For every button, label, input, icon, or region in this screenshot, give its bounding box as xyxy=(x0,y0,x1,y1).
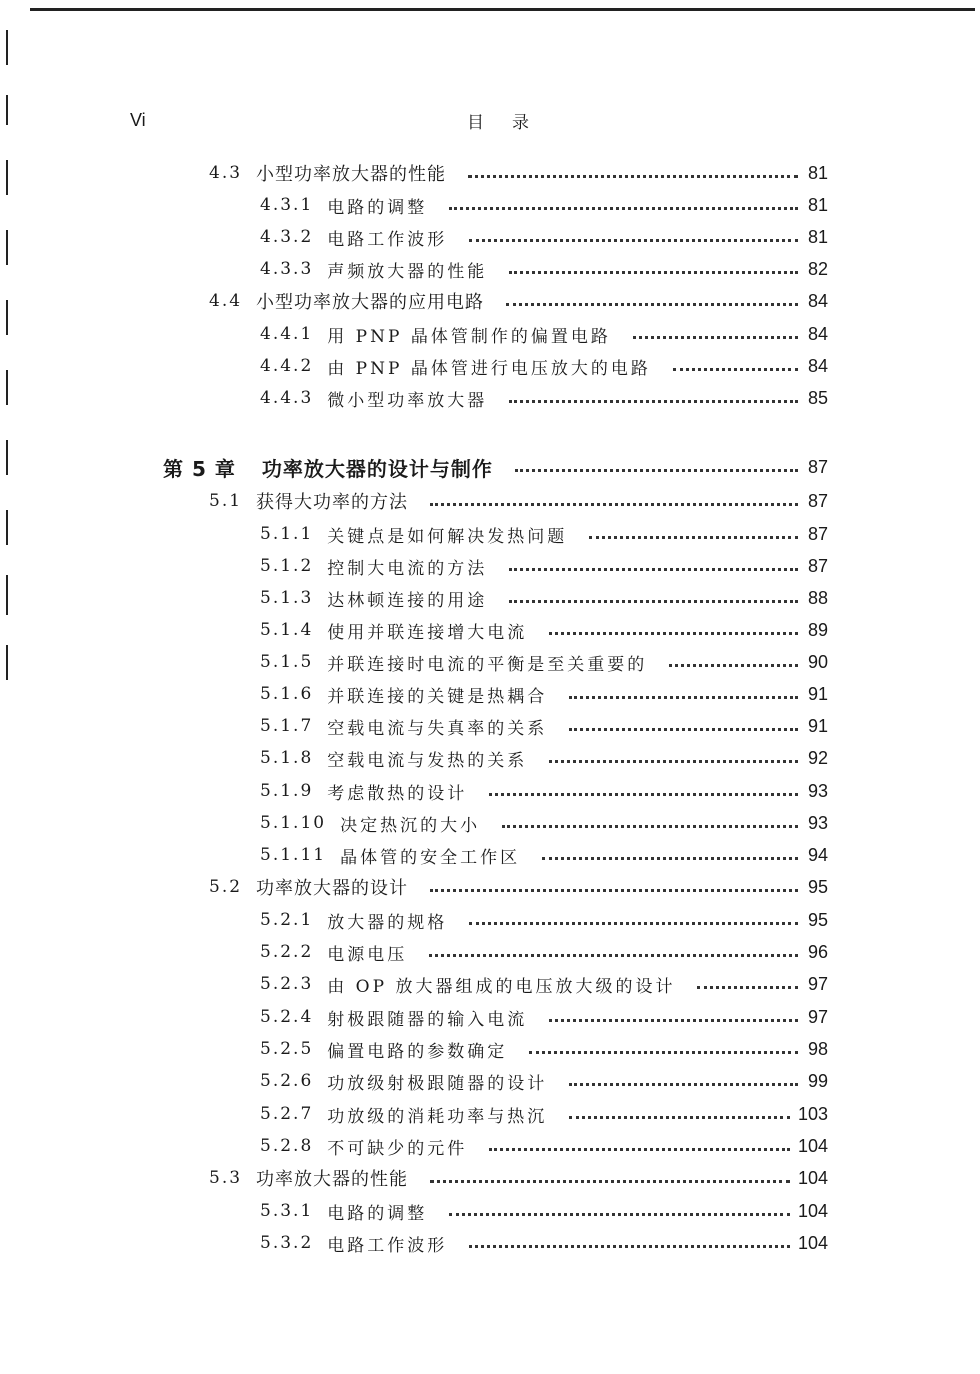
dot-leader xyxy=(509,400,798,403)
entry-title: 电路的调整 xyxy=(327,1203,428,1224)
entry-title: 电源电压 xyxy=(327,944,408,965)
entry-page-number: 104 xyxy=(797,1232,828,1253)
entry-title: 考虑散热的设计 xyxy=(327,783,468,804)
entry-page-number: 84 xyxy=(807,355,828,376)
entry-page-number: 91 xyxy=(807,683,828,704)
entry-page-number: 99 xyxy=(807,1070,828,1091)
entry-title: 并联连接时电流的平衡是至关重要的 xyxy=(327,654,648,675)
subsection-entry xyxy=(260,742,828,774)
entry-title: 空载电流与失真率的关系 xyxy=(327,718,548,739)
entry-page-number: 91 xyxy=(807,715,828,736)
entry-title: 电路工作波形 xyxy=(327,1235,448,1256)
entry-number: 5.2.1 xyxy=(260,910,314,930)
subsection-entry xyxy=(260,518,828,550)
entry-number: 5.2.6 xyxy=(260,1071,314,1091)
entry-title: 电路的调整 xyxy=(327,197,428,218)
entry-number: 5.3 xyxy=(209,1168,243,1188)
entry-number: 5.1.7 xyxy=(260,716,314,736)
dot-leader xyxy=(549,760,798,763)
subsection-entry xyxy=(260,1033,828,1065)
dot-leader xyxy=(529,1051,798,1054)
entry-page-number: 87 xyxy=(807,490,828,511)
dot-leader xyxy=(673,368,798,371)
entry-number: 5.1.11 xyxy=(260,845,327,865)
entry-number: 5.3.2 xyxy=(260,1233,314,1253)
dot-leader xyxy=(569,1083,798,1086)
entry-number: 5.2.5 xyxy=(260,1039,314,1059)
entry-number: 5.1.10 xyxy=(260,813,327,833)
entry-title: 电路工作波形 xyxy=(327,229,448,250)
subsection-entry xyxy=(260,582,828,614)
entry-page-number: 81 xyxy=(807,194,828,215)
entry-number: 4.3.2 xyxy=(260,227,314,247)
entry-page-number: 93 xyxy=(807,812,828,833)
dot-leader xyxy=(489,793,798,796)
entry-page-number: 81 xyxy=(807,162,828,183)
dot-leader xyxy=(549,1019,798,1022)
subsection-entry xyxy=(260,1195,828,1227)
entry-page-number: 84 xyxy=(807,290,828,311)
entry-number: 4.3 xyxy=(209,163,243,183)
section-entry xyxy=(209,485,828,517)
entry-page-number: 104 xyxy=(797,1200,828,1221)
dot-leader xyxy=(515,469,798,472)
entry-number: 5.2.7 xyxy=(260,1104,314,1124)
entry-title: 声频放大器的性能 xyxy=(327,261,488,282)
entry-number: 5.3.1 xyxy=(260,1201,314,1221)
dot-leader xyxy=(506,303,798,306)
dot-leader xyxy=(430,1180,790,1183)
dot-leader xyxy=(542,857,798,860)
subsection-entry xyxy=(260,775,828,807)
entry-title: 控制大电流的方法 xyxy=(327,558,488,579)
entry-number: 4.4.2 xyxy=(260,356,314,376)
section-entry xyxy=(209,871,828,903)
subsection-entry xyxy=(260,614,828,646)
entry-title: 由 PNP 晶体管进行电压放大的电路 xyxy=(327,358,651,379)
entry-title: 晶体管的安全工作区 xyxy=(340,847,521,868)
subsection-entry xyxy=(260,839,828,871)
dot-leader xyxy=(697,986,798,989)
dot-leader xyxy=(569,1116,790,1119)
dot-leader xyxy=(509,271,798,274)
subsection-entry xyxy=(260,318,828,350)
entry-number: 4.4.1 xyxy=(260,324,314,344)
dot-leader xyxy=(569,696,798,699)
entry-page-number: 88 xyxy=(807,587,828,608)
subsection-entry xyxy=(260,1130,828,1162)
subsection-entry xyxy=(260,1098,828,1130)
subsection-entry xyxy=(260,189,828,221)
entry-title: 用 PNP 晶体管制作的偏置电路 xyxy=(327,326,611,347)
dot-leader xyxy=(633,336,798,339)
entry-title: 功率放大器的设计 xyxy=(256,878,409,899)
entry-page-number: 87 xyxy=(807,523,828,544)
chapter-entry xyxy=(163,451,828,483)
running-header: 目录 xyxy=(467,113,557,133)
subsection-entry xyxy=(260,1001,828,1033)
entry-title: 放大器的规格 xyxy=(327,912,448,933)
dot-leader xyxy=(469,1245,790,1248)
entry-page-number: 96 xyxy=(807,941,828,962)
subsection-entry xyxy=(260,221,828,253)
entry-number: 5.2.8 xyxy=(260,1136,314,1156)
section-entry xyxy=(209,157,828,189)
entry-number: 5.2.2 xyxy=(260,942,314,962)
entry-number: 5.1.4 xyxy=(260,620,314,640)
entry-number: 4.3.1 xyxy=(260,195,314,215)
entry-title: 功率放大器的性能 xyxy=(256,1169,409,1190)
entry-page-number: 104 xyxy=(797,1135,828,1156)
entry-title: 获得大功率的方法 xyxy=(256,492,409,513)
entry-number: 4.3.3 xyxy=(260,259,314,279)
entry-title: 小型功率放大器的应用电路 xyxy=(256,292,485,313)
entry-number: 4.4 xyxy=(209,291,243,311)
subsection-entry xyxy=(260,646,828,678)
entry-page-number: 89 xyxy=(807,619,828,640)
subsection-entry xyxy=(260,904,828,936)
dot-leader xyxy=(669,664,798,667)
entry-title: 不可缺少的元件 xyxy=(327,1138,468,1159)
dot-leader xyxy=(569,728,798,731)
subsection-entry xyxy=(260,678,828,710)
entry-number: 5.1.1 xyxy=(260,524,314,544)
section-entry xyxy=(209,285,828,317)
entry-title: 小型功率放大器的性能 xyxy=(256,164,447,185)
entry-page-number: 87 xyxy=(807,555,828,576)
entry-title: 并联连接的关键是热耦合 xyxy=(327,686,548,707)
subsection-entry xyxy=(260,253,828,285)
subsection-entry xyxy=(260,807,828,839)
entry-number: 5.1.8 xyxy=(260,748,314,768)
dot-leader xyxy=(469,922,798,925)
entry-page-number: 97 xyxy=(807,973,828,994)
entry-page-number: 104 xyxy=(797,1167,828,1188)
entry-number: 第 5 章 xyxy=(163,456,236,481)
dot-leader xyxy=(430,889,798,892)
entry-title: 决定热沉的大小 xyxy=(340,815,481,836)
dot-leader xyxy=(509,568,798,571)
entry-title: 功率放大器的设计与制作 xyxy=(261,456,493,481)
entry-number: 5.2 xyxy=(209,877,243,897)
entry-page-number: 95 xyxy=(807,909,828,930)
subsection-entry xyxy=(260,382,828,414)
entry-title: 射极跟随器的输入电流 xyxy=(327,1009,528,1030)
dot-leader xyxy=(449,207,798,210)
entry-number: 5.1.9 xyxy=(260,781,314,801)
entry-page-number: 95 xyxy=(807,876,828,897)
entry-page-number: 92 xyxy=(807,747,828,768)
entry-title: 空载电流与发热的关系 xyxy=(327,750,528,771)
entry-page-number: 87 xyxy=(807,456,828,477)
entry-page-number: 82 xyxy=(807,258,828,279)
subsection-entry xyxy=(260,936,828,968)
dot-leader xyxy=(589,536,798,539)
entry-title: 偏置电路的参数确定 xyxy=(327,1041,508,1062)
entry-page-number: 98 xyxy=(807,1038,828,1059)
entry-number: 4.4.3 xyxy=(260,388,314,408)
dot-leader xyxy=(502,825,798,828)
entry-title: 微小型功率放大器 xyxy=(327,390,488,411)
subsection-entry xyxy=(260,550,828,582)
entry-number: 5.1.6 xyxy=(260,684,314,704)
entry-number: 5.1 xyxy=(209,491,243,511)
entry-page-number: 90 xyxy=(807,651,828,672)
entry-page-number: 93 xyxy=(807,780,828,801)
dot-leader xyxy=(449,1213,790,1216)
entry-title: 关键点是如何解决发热问题 xyxy=(327,526,568,547)
dot-leader xyxy=(509,600,798,603)
dot-leader xyxy=(430,503,798,506)
entry-page-number: 84 xyxy=(807,323,828,344)
subsection-entry xyxy=(260,1065,828,1097)
entry-number: 5.2.3 xyxy=(260,974,314,994)
dot-leader xyxy=(549,632,798,635)
dot-leader xyxy=(429,954,798,957)
subsection-entry xyxy=(260,350,828,382)
subsection-entry xyxy=(260,710,828,742)
entry-page-number: 97 xyxy=(807,1006,828,1027)
subsection-entry xyxy=(260,1227,828,1259)
entry-title: 功放级的消耗功率与热沉 xyxy=(327,1106,548,1127)
entry-number: 5.1.5 xyxy=(260,652,314,672)
entry-page-number: 94 xyxy=(807,844,828,865)
entry-number: 5.1.2 xyxy=(260,556,314,576)
page-number: Vi xyxy=(130,110,146,130)
entry-title: 使用并联连接增大电流 xyxy=(327,622,528,643)
entry-number: 5.2.4 xyxy=(260,1007,314,1027)
dot-leader xyxy=(469,239,798,242)
dot-leader xyxy=(489,1148,790,1151)
entry-page-number: 81 xyxy=(807,226,828,247)
entry-page-number: 85 xyxy=(807,387,828,408)
entry-page-number: 103 xyxy=(797,1103,828,1124)
dot-leader xyxy=(468,175,798,178)
entry-title: 由 OP 放大器组成的电压放大级的设计 xyxy=(327,976,676,997)
entry-title: 功放级射极跟随器的设计 xyxy=(327,1073,548,1094)
subsection-entry xyxy=(260,968,828,1000)
section-entry xyxy=(209,1162,828,1194)
entry-number: 5.1.3 xyxy=(260,588,314,608)
entry-title: 达林顿连接的用途 xyxy=(327,590,488,611)
